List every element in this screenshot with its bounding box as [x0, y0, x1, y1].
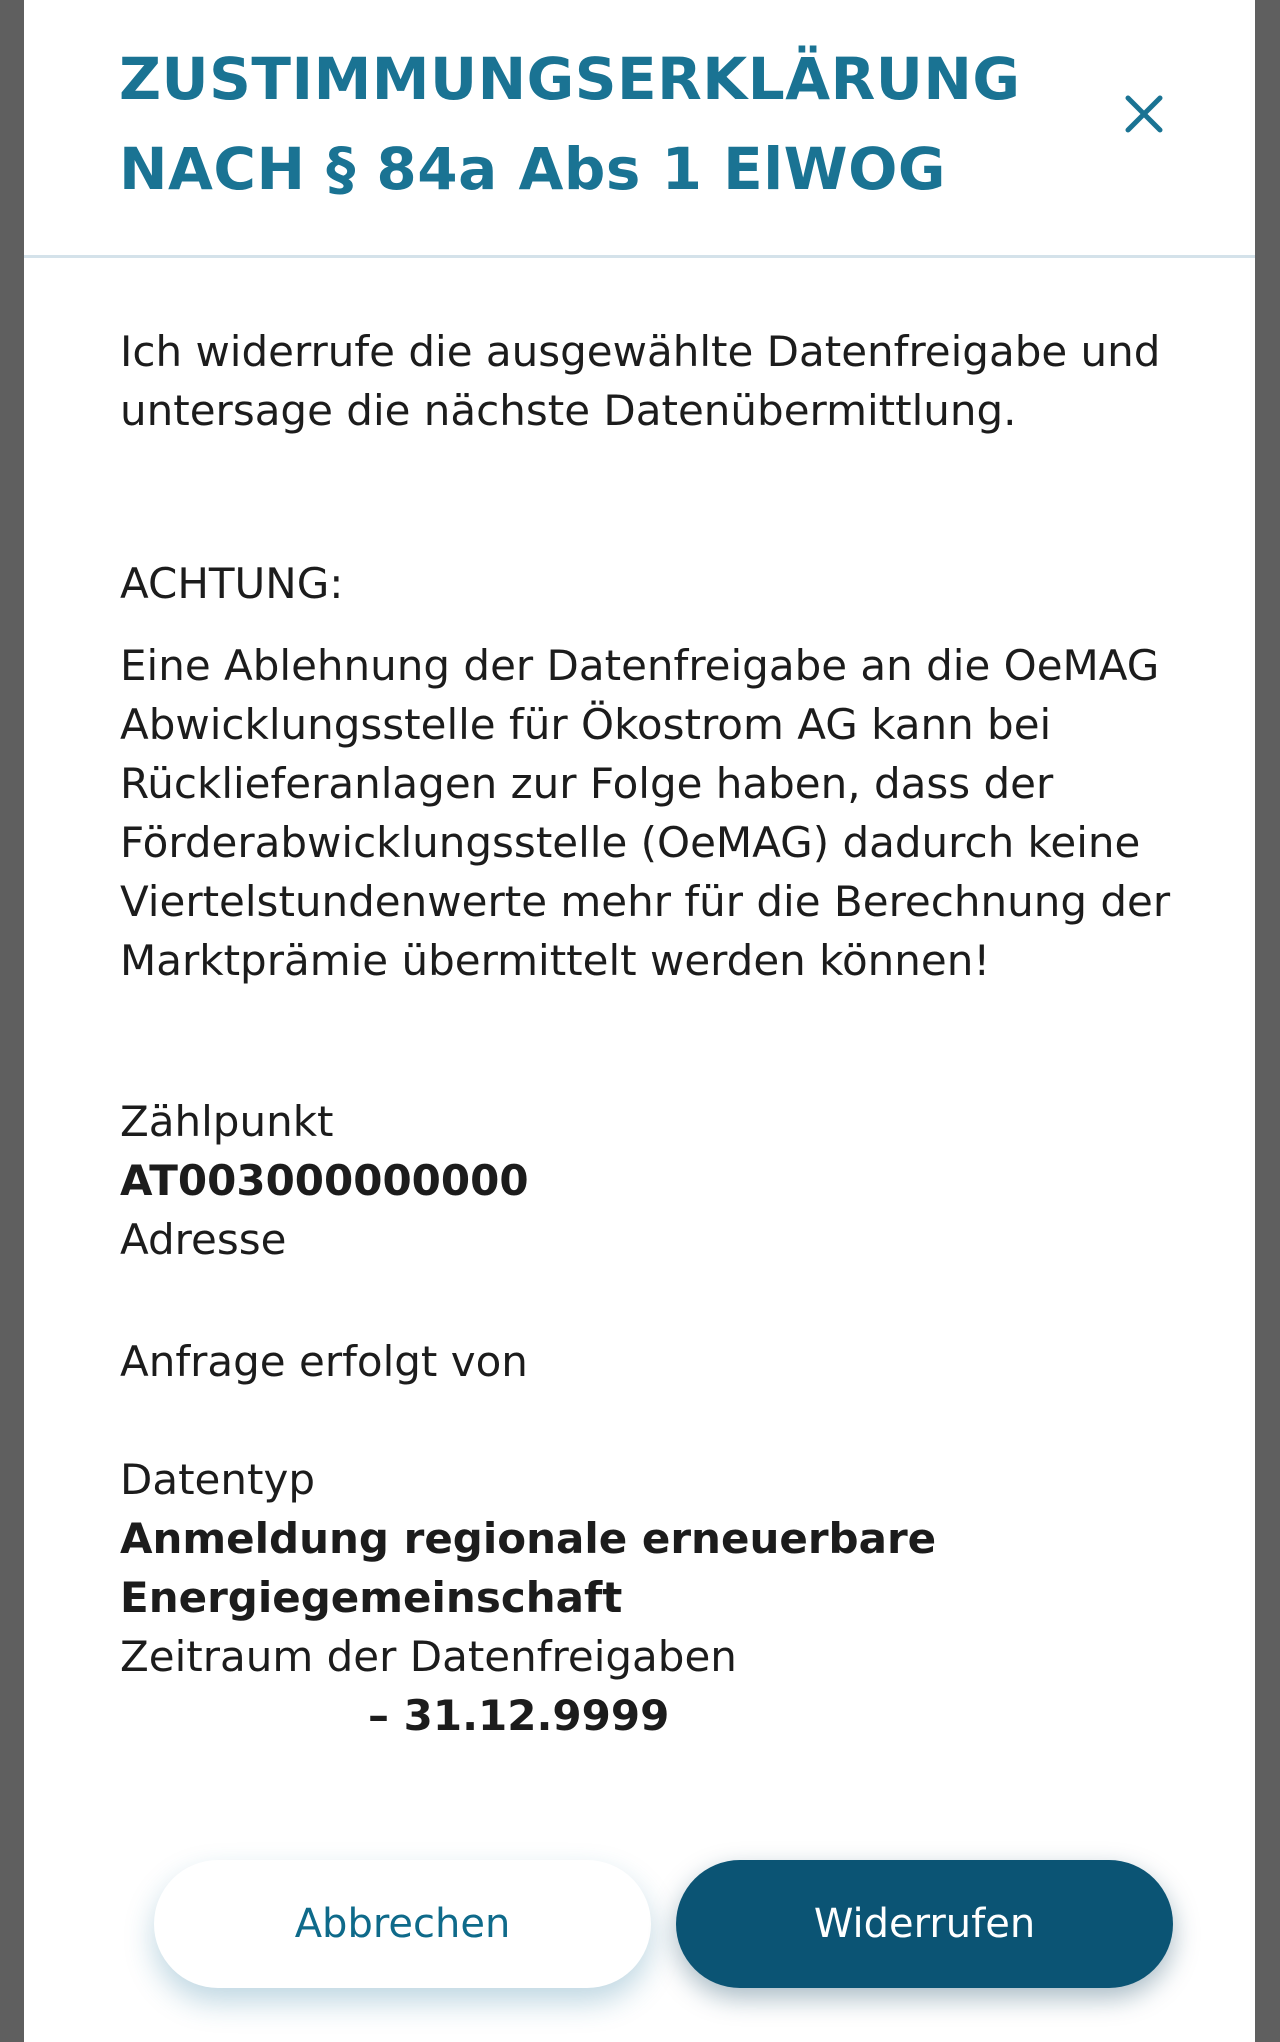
revoke-button[interactable]: Widerrufen	[676, 1860, 1173, 1988]
dialog-header	[24, 0, 1255, 258]
close-icon[interactable]	[1116, 86, 1172, 142]
requested-by-field	[120, 1332, 528, 1391]
warning-heading: ACHTUNG:	[120, 559, 344, 608]
dialog-title-line1: ZUSTIMMUNGSERKLÄRUNG	[119, 45, 1021, 113]
dialog-title-line2: NACH § 84a Abs 1 ElWOG	[119, 135, 947, 203]
metering-point-field	[120, 1092, 529, 1269]
consent-dialog	[24, 0, 1255, 2042]
address-label: Adresse	[120, 1215, 287, 1264]
intro-text: Ich widerrufe die ausgewählte Datenfreigabe und untersage die nächste Datenübermittlung.	[120, 327, 1161, 435]
cancel-button[interactable]: Abbrechen	[154, 1860, 651, 1988]
period-value: – 31.12.9999	[368, 1691, 670, 1740]
data-type-value: Anmeldung regionale erneuerbare Energiegemeinschaft	[120, 1514, 937, 1622]
dialog-body	[120, 322, 1200, 1740]
dialog-actions	[130, 1860, 1180, 1990]
requested-by-label: Anfrage erfolgt von	[120, 1337, 528, 1386]
metering-point-value: AT003000000000	[120, 1156, 529, 1205]
data-type-field	[120, 1450, 1120, 1745]
data-type-label: Datentyp	[120, 1455, 315, 1504]
warning-text: Eine Ablehnung der Datenfreigabe an die OeMAG Abwicklungsstelle für Ökostrom AG kann bei Rücklieferanlagen zur Folge haben, dass der Förderabwicklungsstelle (OeMAG) dadurch keine Viertelstundenwerte mehr für die Berechnung der Marktprämie übermittelt werden können!	[120, 641, 1171, 985]
dialog-title	[119, 34, 1019, 214]
period-label: Zeitraum der Datenfreigaben	[120, 1632, 737, 1681]
metering-point-label: Zählpunkt	[120, 1097, 334, 1146]
